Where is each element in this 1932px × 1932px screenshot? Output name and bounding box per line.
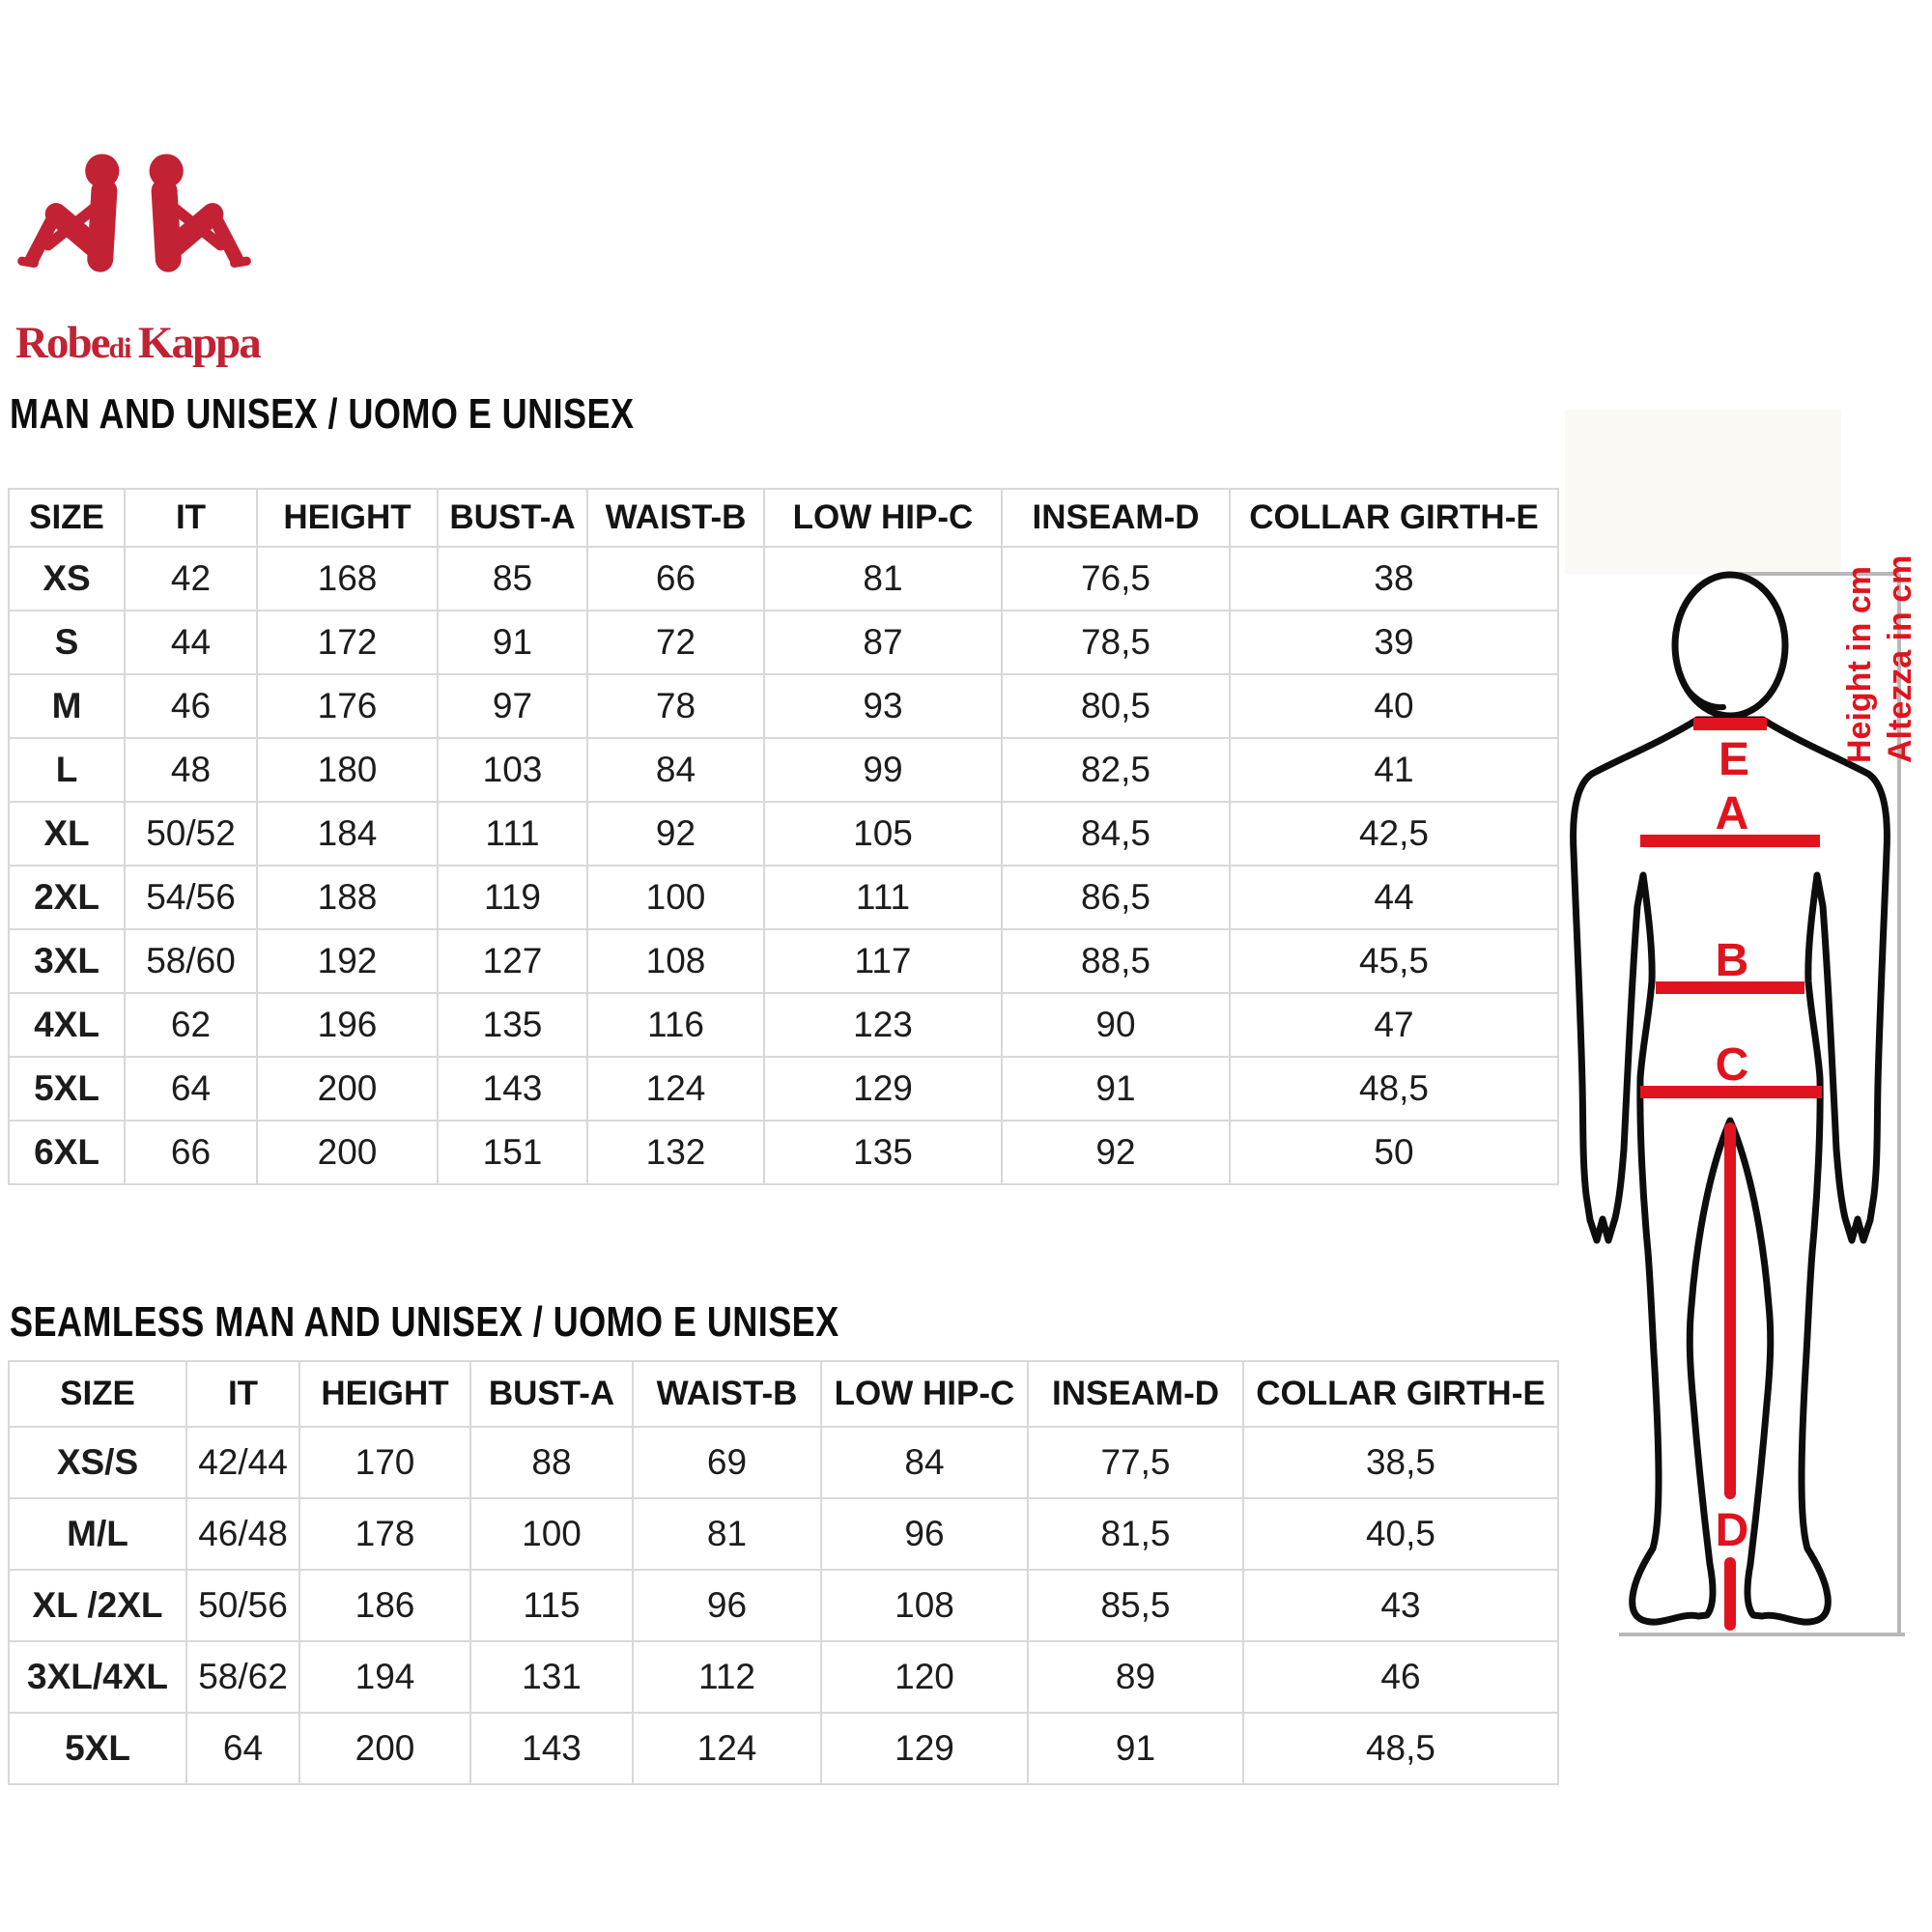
value-cell: 119	[438, 866, 587, 929]
measure-label-c: C	[1715, 1039, 1749, 1091]
value-cell: 40	[1230, 674, 1558, 738]
value-cell: 99	[764, 738, 1002, 802]
value-cell: 46	[125, 674, 257, 738]
man-unisex-size-table	[8, 488, 1559, 1185]
column-header: HEIGHT	[299, 1361, 470, 1427]
table-row	[9, 611, 1558, 674]
value-cell: 42,5	[1230, 802, 1558, 866]
column-header: IT	[186, 1361, 299, 1427]
value-cell: 64	[186, 1713, 299, 1784]
value-cell: 108	[587, 929, 764, 993]
value-cell: 90	[1002, 993, 1230, 1057]
value-cell: 44	[1230, 866, 1558, 929]
value-cell: 82,5	[1002, 738, 1230, 802]
seamless-size-table	[8, 1360, 1559, 1785]
brand-word-kappa: Kappa	[137, 318, 260, 368]
value-cell: 85,5	[1028, 1570, 1243, 1641]
column-header: LOW HIP-C	[821, 1361, 1028, 1427]
value-cell: 42/44	[186, 1427, 299, 1498]
size-cell: 5XL	[9, 1713, 186, 1784]
size-cell: XS/S	[9, 1427, 186, 1498]
value-cell: 58/62	[186, 1641, 299, 1713]
size-cell: 3XL/4XL	[9, 1641, 186, 1713]
value-cell: 47	[1230, 993, 1558, 1057]
value-cell: 46	[1243, 1641, 1558, 1713]
brand-word-robe: Robe	[15, 318, 109, 368]
header-row	[9, 1361, 1558, 1427]
value-cell: 116	[587, 993, 764, 1057]
value-cell: 42	[125, 547, 257, 611]
table-row	[9, 802, 1558, 866]
value-cell: 78,5	[1002, 611, 1230, 674]
value-cell: 43	[1243, 1570, 1558, 1641]
size-cell: 4XL	[9, 993, 125, 1057]
value-cell: 45,5	[1230, 929, 1558, 993]
value-cell: 200	[299, 1713, 470, 1784]
value-cell: 76,5	[1002, 547, 1230, 611]
value-cell: 87	[764, 611, 1002, 674]
height-note-it: Altezza in cm	[1882, 554, 1918, 763]
value-cell: 100	[587, 866, 764, 929]
size-cell: S	[9, 611, 125, 674]
table-row	[9, 929, 1558, 993]
value-cell: 111	[438, 802, 587, 866]
value-cell: 131	[470, 1641, 633, 1713]
value-cell: 135	[764, 1121, 1002, 1184]
column-header: SIZE	[9, 489, 125, 547]
section-title-seamless: SEAMLESS MAN AND UNISEX / UOMO E UNISEX	[10, 1298, 839, 1346]
size-cell: 2XL	[9, 866, 125, 929]
table-row	[9, 547, 1558, 611]
value-cell: 184	[257, 802, 438, 866]
inseam-line-D	[1724, 1122, 1736, 1499]
value-cell: 196	[257, 993, 438, 1057]
inseam-line-D-tail	[1724, 1557, 1736, 1631]
column-header: SIZE	[9, 1361, 186, 1427]
size-cell: 5XL	[9, 1057, 125, 1121]
value-cell: 54/56	[125, 866, 257, 929]
value-cell: 44	[125, 611, 257, 674]
value-cell: 48,5	[1243, 1713, 1558, 1784]
value-cell: 178	[299, 1498, 470, 1570]
value-cell: 81,5	[1028, 1498, 1243, 1570]
value-cell: 172	[257, 611, 438, 674]
table-row	[9, 1057, 1558, 1121]
table-row	[9, 1570, 1558, 1641]
body-measurement-diagram	[1476, 398, 1932, 1683]
section-title-man-unisex: MAN AND UNISEX / UOMO E UNISEX	[10, 390, 635, 438]
value-cell: 115	[470, 1570, 633, 1641]
value-cell: 85	[438, 547, 587, 611]
value-cell: 38	[1230, 547, 1558, 611]
value-cell: 117	[764, 929, 1002, 993]
column-header: IT	[125, 489, 257, 547]
value-cell: 129	[821, 1713, 1028, 1784]
value-cell: 48	[125, 738, 257, 802]
table-row	[9, 866, 1558, 929]
value-cell: 92	[1002, 1121, 1230, 1184]
value-cell: 64	[125, 1057, 257, 1121]
value-cell: 132	[587, 1121, 764, 1184]
table-row	[9, 1121, 1558, 1184]
brand-logo	[14, 145, 294, 368]
measure-label-a: A	[1715, 788, 1749, 839]
measure-label-d: D	[1715, 1505, 1749, 1556]
value-cell: 123	[764, 993, 1002, 1057]
value-cell: 143	[438, 1057, 587, 1121]
value-cell: 103	[438, 738, 587, 802]
value-cell: 62	[125, 993, 257, 1057]
header-row	[9, 489, 1558, 547]
brand-wordmark	[15, 317, 260, 369]
value-cell: 194	[299, 1641, 470, 1713]
collar-bar-E	[1693, 718, 1767, 730]
value-cell: 124	[587, 1057, 764, 1121]
value-cell: 81	[764, 547, 1002, 611]
value-cell: 91	[438, 611, 587, 674]
height-note-en: Height in cm	[1841, 565, 1878, 763]
value-cell: 46/48	[186, 1498, 299, 1570]
value-cell: 88	[470, 1427, 633, 1498]
column-header: WAIST-B	[587, 489, 764, 547]
measure-label-b: B	[1715, 935, 1749, 986]
value-cell: 92	[587, 802, 764, 866]
value-cell: 91	[1002, 1057, 1230, 1121]
value-cell: 88,5	[1002, 929, 1230, 993]
value-cell: 176	[257, 674, 438, 738]
value-cell: 80,5	[1002, 674, 1230, 738]
value-cell: 89	[1028, 1641, 1243, 1713]
value-cell: 112	[633, 1641, 821, 1713]
value-cell: 129	[764, 1057, 1002, 1121]
column-header: HEIGHT	[257, 489, 438, 547]
value-cell: 66	[125, 1121, 257, 1184]
value-cell: 188	[257, 866, 438, 929]
value-cell: 192	[257, 929, 438, 993]
value-cell: 105	[764, 802, 1002, 866]
value-cell: 93	[764, 674, 1002, 738]
value-cell: 124	[633, 1713, 821, 1784]
table-row	[9, 1713, 1558, 1784]
column-header: BUST-A	[438, 489, 587, 547]
measure-label-e: E	[1718, 734, 1750, 785]
brand-word-di: di	[108, 332, 131, 364]
size-cell: M/L	[9, 1498, 186, 1570]
size-cell: 6XL	[9, 1121, 125, 1184]
value-cell: 100	[470, 1498, 633, 1570]
value-cell: 39	[1230, 611, 1558, 674]
value-cell: 81	[633, 1498, 821, 1570]
value-cell: 127	[438, 929, 587, 993]
size-cell: XS	[9, 547, 125, 611]
value-cell: 84	[821, 1427, 1028, 1498]
value-cell: 58/60	[125, 929, 257, 993]
value-cell: 135	[438, 993, 587, 1057]
value-cell: 50	[1230, 1121, 1558, 1184]
value-cell: 38,5	[1243, 1427, 1558, 1498]
size-cell: XL	[9, 802, 125, 866]
value-cell: 108	[821, 1570, 1028, 1641]
table-row	[9, 993, 1558, 1057]
value-cell: 168	[257, 547, 438, 611]
value-cell: 180	[257, 738, 438, 802]
value-cell: 48,5	[1230, 1057, 1558, 1121]
table-row	[9, 674, 1558, 738]
value-cell: 91	[1028, 1713, 1243, 1784]
height-notes	[1841, 555, 1918, 763]
value-cell: 40,5	[1243, 1498, 1558, 1570]
value-cell: 96	[821, 1498, 1028, 1570]
size-cell: 3XL	[9, 929, 125, 993]
value-cell: 50/56	[186, 1570, 299, 1641]
value-cell: 96	[633, 1570, 821, 1641]
value-cell: 41	[1230, 738, 1558, 802]
value-cell: 200	[257, 1057, 438, 1121]
value-cell: 111	[764, 866, 1002, 929]
size-cell: XL /2XL	[9, 1570, 186, 1641]
value-cell: 66	[587, 547, 764, 611]
value-cell: 84	[587, 738, 764, 802]
value-cell: 69	[633, 1427, 821, 1498]
value-cell: 186	[299, 1570, 470, 1641]
value-cell: 72	[587, 611, 764, 674]
column-header: INSEAM-D	[1002, 489, 1230, 547]
table-row	[9, 738, 1558, 802]
kappa-omini-icon	[14, 145, 255, 280]
value-cell: 77,5	[1028, 1427, 1243, 1498]
value-cell: 84,5	[1002, 802, 1230, 866]
table-row	[9, 1498, 1558, 1570]
column-header: COLLAR GIRTH-E	[1230, 489, 1558, 547]
column-header: INSEAM-D	[1028, 1361, 1243, 1427]
background-box	[1565, 410, 1841, 574]
value-cell: 170	[299, 1427, 470, 1498]
column-header: WAIST-B	[633, 1361, 821, 1427]
value-cell: 78	[587, 674, 764, 738]
size-cell: M	[9, 674, 125, 738]
value-cell: 50/52	[125, 802, 257, 866]
value-cell: 143	[470, 1713, 633, 1784]
column-header: COLLAR GIRTH-E	[1243, 1361, 1558, 1427]
value-cell: 200	[257, 1121, 438, 1184]
column-header: LOW HIP-C	[764, 489, 1002, 547]
size-cell: L	[9, 738, 125, 802]
value-cell: 97	[438, 674, 587, 738]
table-row	[9, 1427, 1558, 1498]
column-header: BUST-A	[470, 1361, 633, 1427]
value-cell: 86,5	[1002, 866, 1230, 929]
value-cell: 120	[821, 1641, 1028, 1713]
value-cell: 151	[438, 1121, 587, 1184]
table-row	[9, 1641, 1558, 1713]
